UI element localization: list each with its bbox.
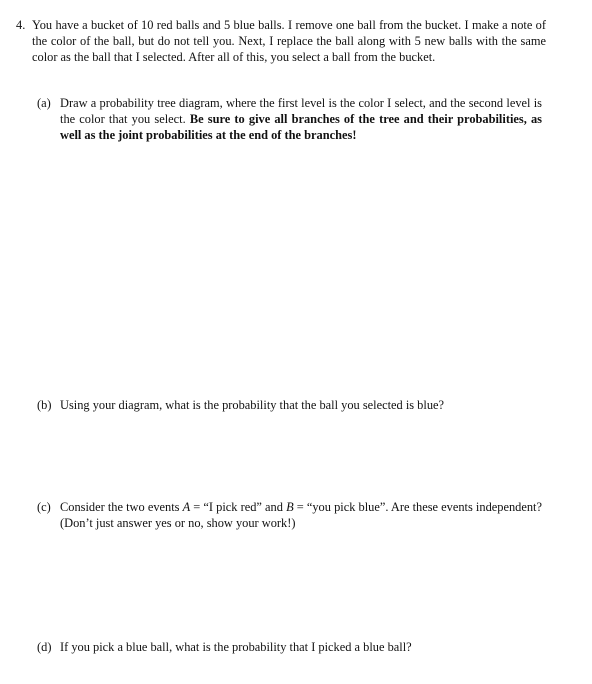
problem-statement: You have a bucket of 10 red balls and 5 blue balls. I remove one ball from the bucket. I make a note of the color of the ball, but do not tell you. Next, I replace the ball along with 5 new balls with the same color as the ball that I selected. After all of this, you select a ball from the bucket.: [32, 18, 546, 64]
part-a: [37, 95, 542, 143]
part-d-label: (d): [37, 640, 52, 654]
part-d-text: If you pick a blue ball, what is the probability that I picked a blue ball?: [60, 640, 412, 654]
part-c-intro: Consider the two events: [60, 500, 180, 514]
part-a-emphasis: Be sure to give all branches of the tree and their probabilities, as well as the joint probabilities at the end of the branches!: [60, 112, 542, 142]
part-b-label: (b): [37, 398, 52, 412]
part-a-text: Draw a probability tree diagram, where the first level is the color I select, and the second level is the color that you select.: [60, 96, 542, 126]
event-a-definition: = “I pick red” and: [190, 500, 287, 514]
event-a-variable: A: [182, 500, 191, 514]
problem-number: 4.: [16, 18, 26, 32]
part-c-label: (c): [37, 500, 51, 514]
part-c-body: [60, 499, 542, 531]
part-c: [37, 499, 542, 531]
part-a-body: [60, 95, 542, 143]
part-a-label: (a): [37, 96, 51, 110]
event-b-variable: B: [286, 500, 294, 514]
problem-4: [16, 17, 546, 65]
part-b-text: Using your diagram, what is the probability that the ball you selected is blue?: [60, 398, 445, 412]
part-b: [37, 397, 542, 413]
part-d: [37, 639, 542, 655]
event-b-definition: = “you pick blue”. Are these events independent? (Don’t just answer yes or no, show your work!): [60, 500, 542, 530]
